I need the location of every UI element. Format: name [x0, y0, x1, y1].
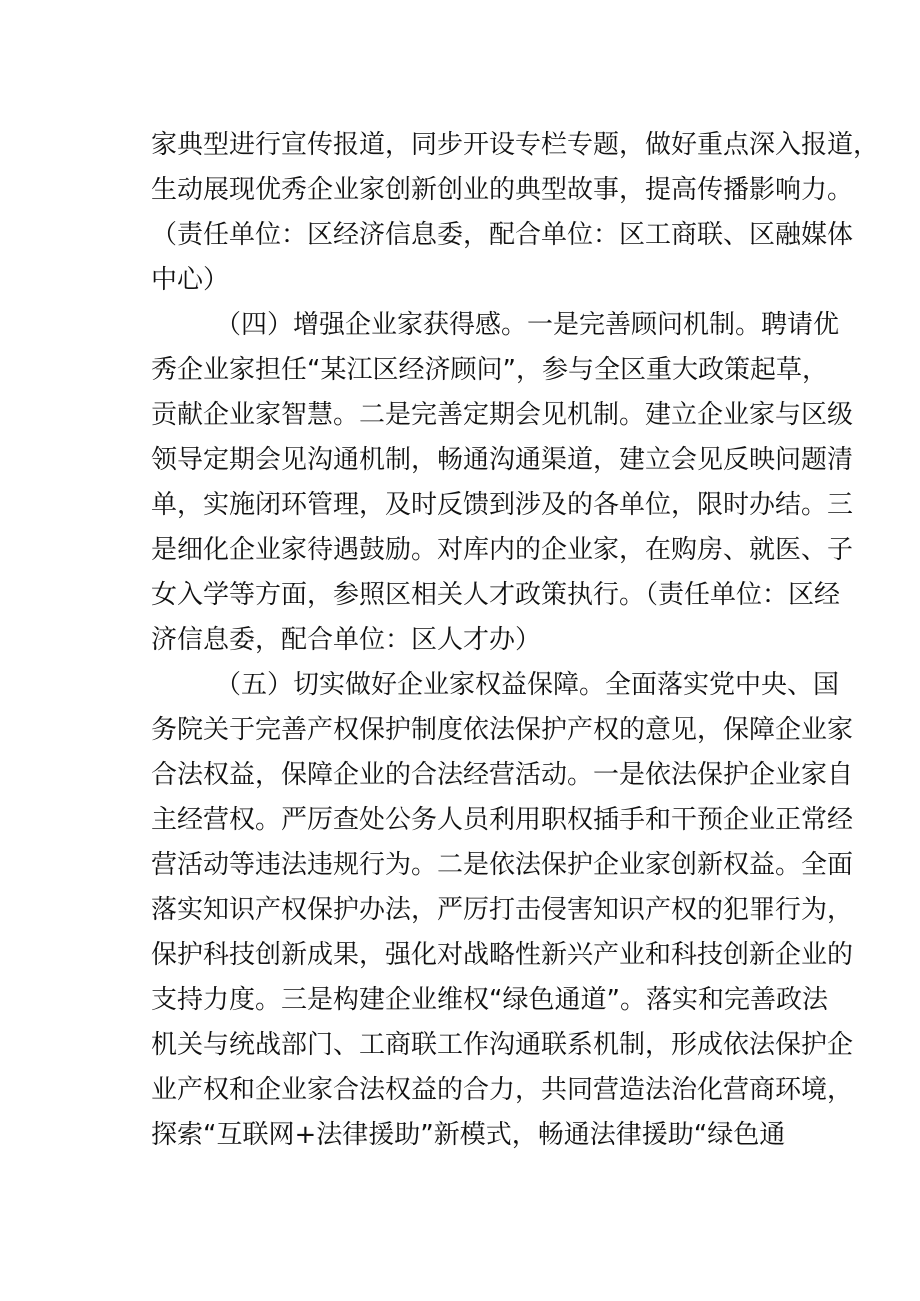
- text-line: 保护科技创新成果，强化对战略性新兴产业和科技创新企业的: [151, 940, 854, 970]
- text-line: 单，实施闭环管理，及时反馈到涉及的各单位，限时办结。三: [151, 490, 854, 520]
- text-line: 秀企业家担任“某江区经济顾问”，参与全区重大政策起草，: [151, 355, 828, 385]
- text-line: 贡献企业家智慧。二是完善定期会见机制。建立企业家与区级: [151, 400, 854, 430]
- text-line: 是细化企业家待遇鼓励。对库内的企业家，在购房、就医、子: [151, 535, 854, 565]
- text-line: 探索“互联网+法律援助”新模式，畅通法律援助“绿色通: [151, 1120, 786, 1150]
- text-line: 支持力度。三是构建企业维权“绿色通道”。落实和完善政法: [151, 985, 828, 1015]
- text-line: 领导定期会见沟通机制，畅通沟通渠道，建立会见反映问题清: [151, 445, 854, 475]
- text-line: 务院关于完善产权保护制度依法保护产权的意见，保障企业家: [151, 715, 854, 745]
- text-line: 业产权和企业家合法权益的合力，共同营造法治化营商环境，: [151, 1075, 854, 1105]
- text-line: 机关与统战部门、工商联工作沟通联系机制，形成依法保护企: [151, 1030, 854, 1060]
- text-line: 合法权益，保障企业的合法经营活动。一是依法保护企业家自: [151, 760, 854, 790]
- section-heading-line: （四）增强企业家获得感。一是完善顾问机制。聘请优: [215, 310, 840, 340]
- section-heading-line: （五）切实做好企业家权益保障。全面落实党中央、国: [215, 670, 840, 700]
- text-line: 营活动等违法违规行为。二是依法保护企业家创新权益。全面: [151, 850, 854, 880]
- text-line: 主经营权。严厉查处公务人员利用职权插手和干预企业正常经: [151, 805, 854, 835]
- text-line: 生动展现优秀企业家创新创业的典型故事，提高传播影响力。: [151, 175, 854, 205]
- text-line: （责任单位：区经济信息委，配合单位：区工商联、区融媒体: [151, 220, 854, 250]
- text-line: 落实知识产权保护办法，严厉打击侵害知识产权的犯罪行为，: [151, 895, 854, 925]
- text-line: 女入学等方面，参照区相关人才政策执行。（责任单位：区经: [151, 580, 841, 610]
- text-line: 家典型进行宣传报道，同步开设专栏专题，做好重点深入报道，: [151, 130, 880, 160]
- text-line: 济信息委，配合单位：区人才办）: [151, 625, 542, 655]
- text-line: 中心）: [151, 265, 230, 295]
